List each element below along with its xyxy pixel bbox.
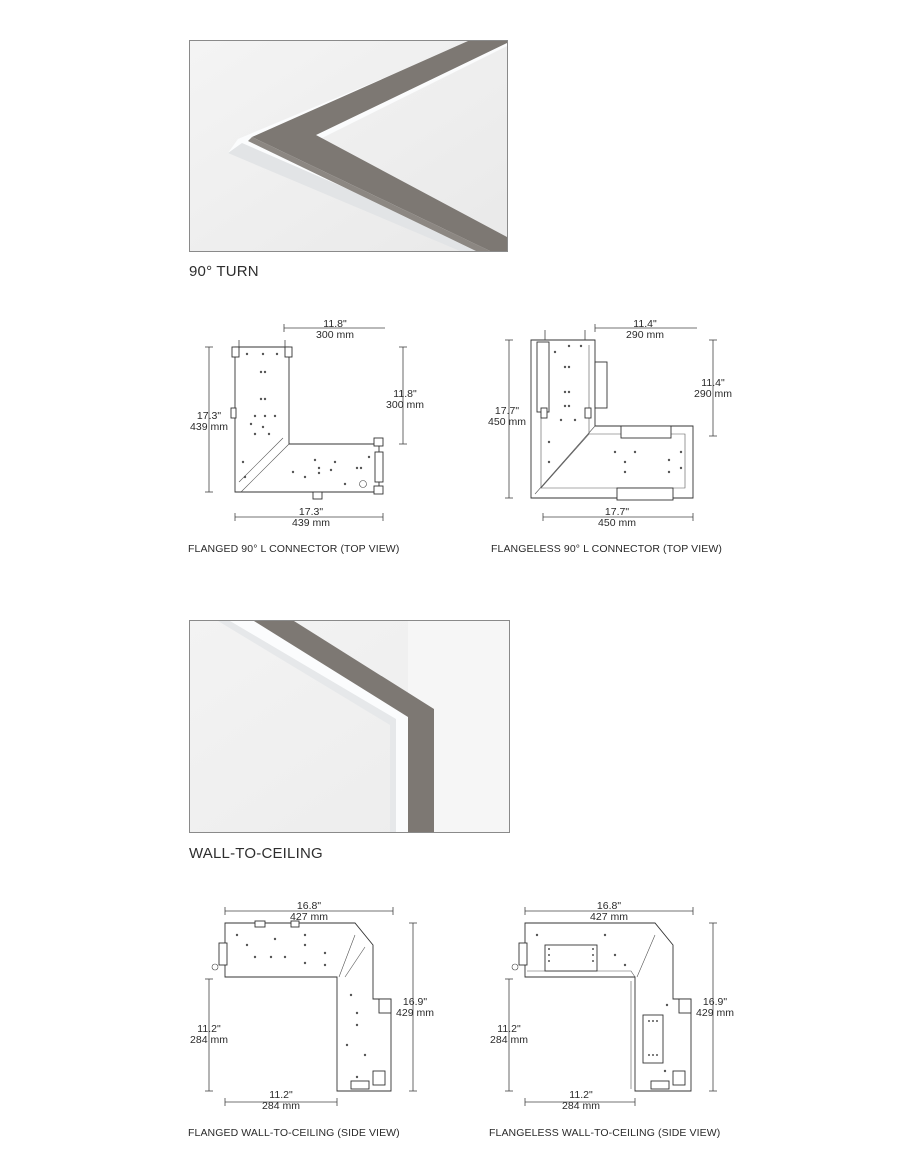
flangeless-l-left-mm: 450 mm [488, 416, 526, 428]
flanged-l-left-mm: 439 mm [190, 421, 228, 433]
flanged-l-bottom-mm: 439 mm [292, 517, 330, 529]
flanged-wall-bottom-mm: 284 mm [262, 1100, 300, 1112]
flanged-wall-bottom-in: 11.2" [269, 1089, 293, 1101]
flanged-wall-left-mm: 284 mm [190, 1034, 228, 1046]
caption-flanged-l-connector: FLANGED 90° L CONNECTOR (TOP VIEW) [188, 543, 400, 555]
flanged-l-top-in: 11.8" [323, 318, 347, 330]
flanged-wall-left-in: 11.2" [197, 1023, 221, 1035]
wall-to-ceiling-photo-render [190, 621, 509, 832]
flangeless-wall-right-mm: 429 mm [696, 1007, 734, 1019]
caption-flanged-wall-to-ceiling: FLANGED WALL-TO-CEILING (SIDE VIEW) [188, 1127, 400, 1139]
flanged-l-bottom-in: 17.3" [298, 506, 324, 518]
flangeless-wall-bottom-mm: 284 mm [562, 1100, 600, 1112]
turn-photo-render [190, 41, 507, 251]
flanged-l-right-in: 11.8" [393, 388, 417, 400]
turn-photo [189, 40, 508, 252]
flanged-l-left-in: 17.3" [196, 410, 222, 422]
flangeless-wall-bottom-in: 11.2" [569, 1089, 593, 1101]
caption-flangeless-l-connector: FLANGELESS 90° L CONNECTOR (TOP VIEW) [491, 543, 722, 555]
flangeless-l-bottom-in: 17.7" [604, 506, 630, 518]
section-title-wall-to-ceiling: WALL-TO-CEILING [189, 845, 323, 862]
flangeless-wall-right-in: 16.9" [702, 996, 728, 1008]
flanged-wall-part [212, 921, 391, 1091]
flangeless-wall-left-mm: 284 mm [490, 1034, 528, 1046]
flangeless-l-top-in: 11.4" [633, 318, 657, 330]
flanged-wall-top-in: 16.8" [296, 900, 322, 912]
flangeless-l-right-mm: 290 mm [694, 388, 732, 400]
flangeless-l-top-mm: 290 mm [626, 329, 664, 341]
flanged-l-top-mm: 300 mm [316, 329, 354, 341]
wall-to-ceiling-photo [189, 620, 510, 833]
flangeless-wall-part [512, 923, 691, 1091]
flanged-wall-top-mm: 427 mm [290, 911, 328, 923]
flangeless-wall-left-in: 11.2" [497, 1023, 521, 1035]
flanged-l-right-mm: 300 mm [386, 399, 424, 411]
flangeless-l-right-in: 11.4" [701, 377, 725, 389]
flangeless-wall-to-ceiling-drawing [485, 895, 740, 1117]
flangeless-l-left-in: 17.7" [494, 405, 520, 417]
flanged-wall-right-mm: 429 mm [396, 1007, 434, 1019]
flangeless-l-connector-drawing [485, 312, 732, 534]
flanged-l-part [231, 340, 383, 499]
caption-flangeless-wall-to-ceiling: FLANGELESS WALL-TO-CEILING (SIDE VIEW) [489, 1127, 721, 1139]
flangeless-wall-top-mm: 427 mm [590, 911, 628, 923]
flangeless-l-bottom-mm: 450 mm [598, 517, 636, 529]
flangeless-l-part [531, 330, 693, 500]
flanged-wall-to-ceiling-drawing [185, 895, 440, 1117]
section-title-turn: 90° TURN [189, 263, 259, 280]
flanged-wall-right-in: 16.9" [402, 996, 428, 1008]
flanged-l-connector-drawing [185, 312, 425, 534]
flangeless-wall-top-in: 16.8" [596, 900, 622, 912]
